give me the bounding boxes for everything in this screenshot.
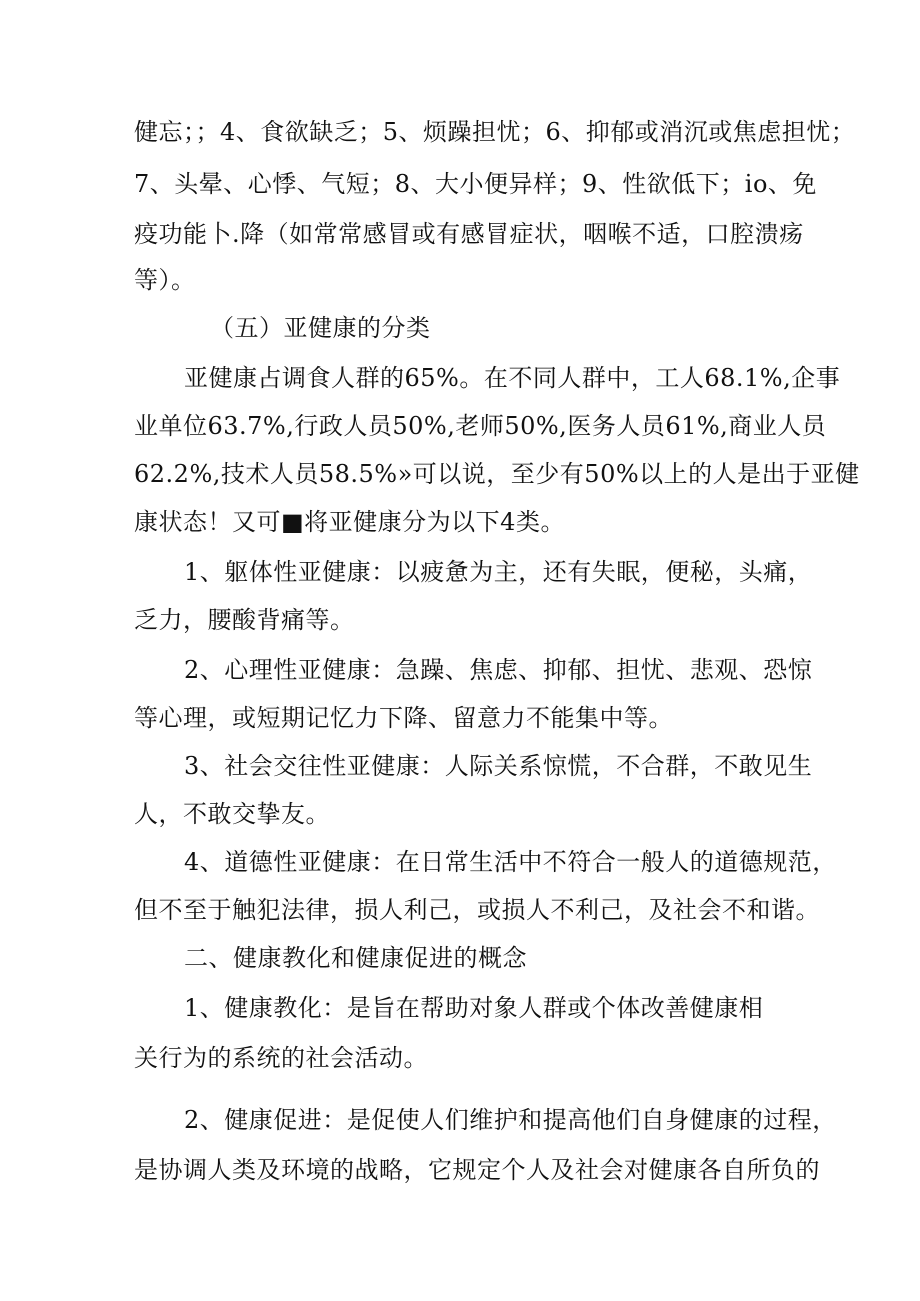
list-item: 3、社会交往性亚健康：人际关系惊慌，不合群，不敢见生	[184, 752, 813, 780]
section-heading: 二、健康教化和健康促进的概念	[184, 944, 527, 972]
text-line: 疫功能卜.降（如常常感冒或有感冒症状，咽喉不适，口腔溃疡	[134, 220, 804, 248]
text-line: 62.2%,技术人员58.5%»可以说，至少有50%以上的人是出于亚健	[134, 460, 860, 488]
text-line: 关行为的系统的社会活动。	[134, 1044, 428, 1072]
text-line: 乏力，腰酸背痛等。	[134, 606, 355, 634]
list-item: 1、健康教化：是旨在帮助对象人群或个体改善健康相	[184, 994, 764, 1022]
text-line: 是协调人类及环境的战略，它规定个人及社会对健康各自所负的	[134, 1156, 820, 1184]
list-item: 2、健康促进：是促使人们维护和提高他们自身健康的过程，	[184, 1106, 837, 1134]
text-line: 亚健康占调食人群的65%。在不同人群中，工人68.1%,企事	[184, 364, 841, 392]
text-line: 人，不敢交挚友。	[134, 800, 330, 828]
list-item: 4、道德性亚健康：在日常生活中不符合一般人的道德规范，	[184, 848, 837, 876]
text-line: 业单位63.7%,行政人员50%,老师50%,医务人员61%,商业人员	[134, 412, 827, 440]
text-line: 健忘；；4、食欲缺乏；5、烦躁担忧；6、抑郁或消沉或焦虑担忧；	[134, 118, 856, 146]
list-item: 1、躯体性亚健康：以疲惫为主，还有失眠，便秘，头痛，	[184, 558, 813, 586]
text-line: 等心理，或短期记忆力下降、留意力不能集中等。	[134, 704, 673, 732]
text-line: 但不至于触犯法律，损人利己，或损人不利己，及社会不和谐。	[134, 896, 820, 924]
text-line: 7、头晕、心悸、气短；8、大小便异样；9、性欲低下；io、免	[134, 170, 817, 198]
text-line: 康状态！又可■将亚健康分为以下4类。	[134, 508, 565, 536]
section-heading: （五）亚健康的分类	[210, 314, 431, 342]
list-item: 2、心理性亚健康：急躁、焦虑、抑郁、担忧、悲观、恐惊	[184, 656, 813, 684]
text-line: 等）。	[134, 266, 196, 294]
